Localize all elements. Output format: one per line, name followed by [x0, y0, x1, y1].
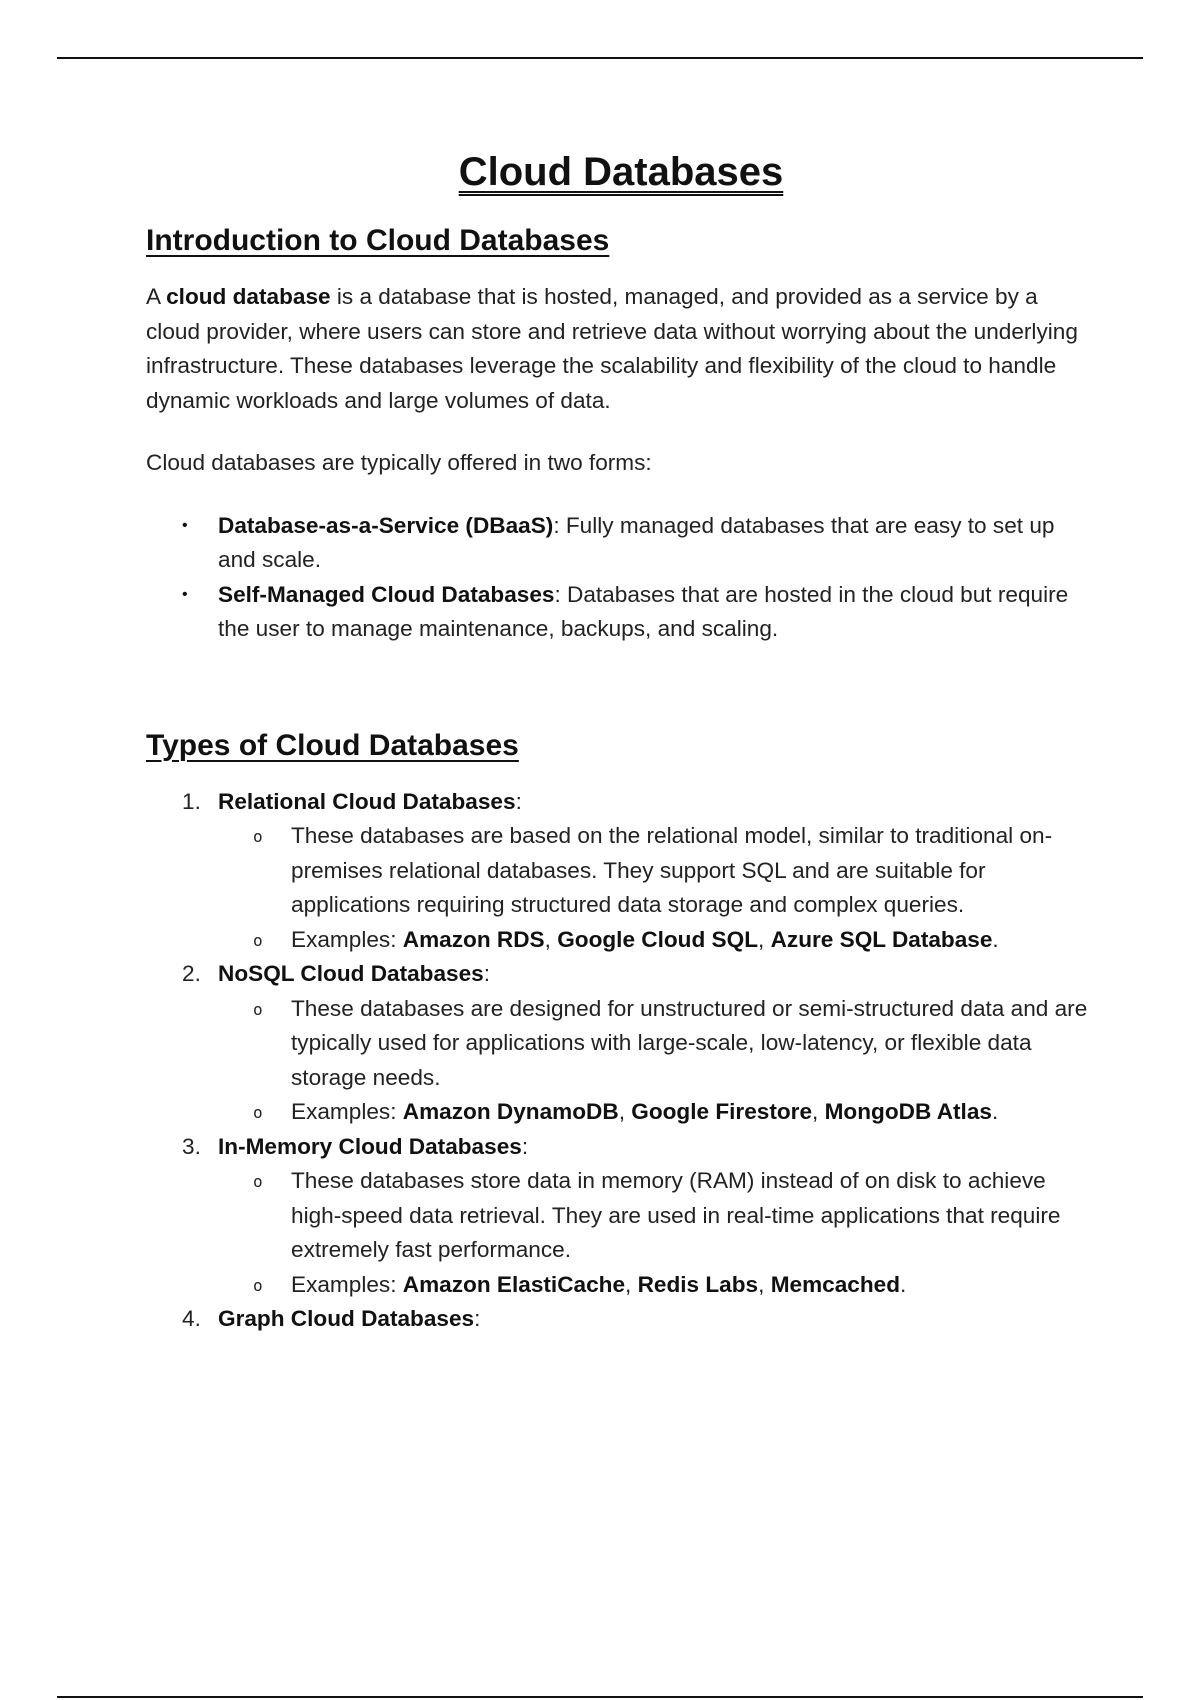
intro-rest: is a database that is hosted, managed, and provided as a service by a cloud provider, where users can store and retrieve data without worrying about the underlying infrastructure. These databases leverage the scalability and flexibility of the cloud to handle dynamic workloads and large volumes of data.: [146, 284, 1078, 413]
example-item: Redis Labs: [637, 1271, 759, 1297]
document-title: [146, 146, 1096, 198]
document-body: [146, 146, 1096, 1337]
example-item: Azure SQL Database: [770, 926, 993, 952]
types-heading-text: Types of Cloud Databases: [146, 728, 519, 762]
type-name: In-Memory Cloud Databases: [218, 1133, 522, 1159]
type-name: Graph Cloud Databases: [218, 1306, 475, 1331]
forms-list: [146, 509, 1096, 647]
type-colon: :: [474, 1306, 481, 1331]
type-item-nosql: [146, 957, 1096, 1130]
intro-article: A: [146, 284, 167, 309]
type-item-graph: [146, 1302, 1096, 1337]
example-item: Google Cloud SQL: [557, 926, 759, 952]
intro-term: cloud database: [166, 284, 331, 309]
type-colon: :: [515, 788, 522, 814]
examples-label: Examples:: [291, 1099, 403, 1124]
forms-lead: Cloud databases are typically offered in two forms:: [146, 450, 652, 475]
example-item: Amazon RDS: [402, 926, 545, 952]
example-item: Google Firestore: [631, 1099, 813, 1124]
form-desc: : Databases that are hosted in the cloud but require the user to manage maintenance, backups, and scaling.: [218, 581, 1069, 641]
example-item: Memcached: [770, 1271, 901, 1297]
type-examples: o Examples: Amazon RDS, Google Cloud SQL, Azure SQL Database.: [218, 923, 1096, 958]
example-item: MongoDB Atlas: [824, 1099, 992, 1124]
type-examples: o Examples: Amazon DynamoDB, Google Firestore, MongoDB Atlas.: [218, 1095, 1096, 1130]
type-number: 4.: [182, 1306, 201, 1331]
form-desc: : Fully managed databases that are easy to set up and scale.: [218, 512, 1055, 572]
type-colon: :: [521, 1133, 529, 1159]
intro-heading-text: Introduction to Cloud Databases: [146, 224, 610, 257]
type-name: NoSQL Cloud Databases: [218, 961, 484, 986]
forms-list-item: [146, 509, 1096, 578]
form-term: Self-Managed Cloud Databases: [218, 581, 555, 607]
document-title-text: Cloud Databases: [458, 150, 784, 194]
intro-heading: [146, 220, 1096, 262]
type-colon: :: [483, 961, 491, 986]
example-item: Amazon ElastiCache: [402, 1271, 626, 1297]
type-item-in-memory: [146, 1130, 1096, 1303]
type-number: 3.: [182, 1133, 201, 1159]
type-description: o These databases are based on the relational model, similar to traditional on-premises relational databases. They support SQL and are suitable for applications requiring structured data storage and complex queries.: [218, 819, 1096, 923]
type-name: Relational Cloud Databases: [218, 788, 516, 814]
intro-paragraph: [146, 280, 1096, 418]
example-item: Amazon DynamoDB: [402, 1099, 619, 1124]
type-number: 1.: [182, 788, 201, 814]
footer-rule: [57, 1696, 1143, 1698]
forms-list-item: [146, 578, 1096, 647]
type-number: 2.: [182, 961, 201, 986]
type-details: [218, 1164, 1096, 1302]
type-examples: o Examples: Amazon ElastiCache, Redis Labs, Memcached.: [218, 1268, 1096, 1303]
header-rule: [57, 57, 1143, 59]
type-details: [218, 819, 1096, 957]
types-heading: [146, 725, 1096, 767]
types-list: [146, 785, 1096, 1337]
type-item-relational: [146, 785, 1096, 958]
type-details: [218, 992, 1096, 1130]
type-description: o These databases are designed for unstructured or semi-structured data and are typically used for applications with large-scale, low-latency, or flexible data storage needs.: [218, 992, 1096, 1096]
type-description: o These databases store data in memory (RAM) instead of on disk to achieve high-speed data retrieval. They are used in real-time applications that require extremely fast performance.: [218, 1164, 1096, 1268]
examples-label: Examples:: [291, 926, 403, 952]
examples-label: Examples:: [291, 1271, 403, 1297]
form-term: Database-as-a-Service (DBaaS): [218, 512, 554, 538]
